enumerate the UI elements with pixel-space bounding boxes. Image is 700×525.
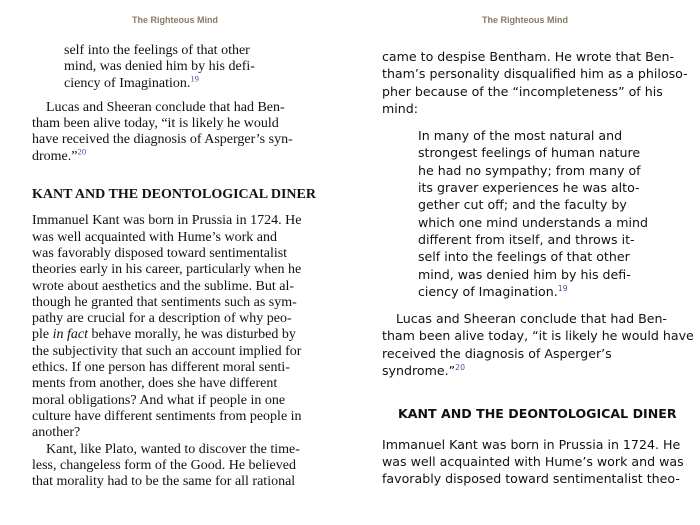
paragraph: [382, 310, 694, 379]
paragraph-line: wrote about aesthetics and the sublime. But al-: [32, 278, 295, 294]
paragraph-text: Lucas and Sheeran conclude that had Ben-: [396, 311, 667, 327]
paragraph: [32, 100, 322, 165]
paragraph-text: Kant, like Plato, wanted to discover the time-: [46, 441, 300, 457]
paragraph-line: moral obligations? And what if people in one: [32, 392, 286, 408]
quote-line: self into the feelings of that other: [418, 249, 630, 265]
page-body: [382, 48, 694, 488]
block-quote: [418, 127, 687, 300]
quote-line: its graver experiences he was alto-: [418, 180, 640, 196]
quote-line: mind, was denied him by his defi-: [418, 266, 631, 282]
footnote-ref-19[interactable]: 19: [557, 283, 568, 293]
footnote-ref-20[interactable]: 20: [77, 146, 87, 157]
block-quote: [64, 43, 322, 92]
running-head: The Righteous Mind: [482, 15, 568, 25]
quote-line-last: [64, 72, 322, 92]
paragraph: [382, 48, 687, 117]
paragraph-line: tham’s personality disqualified him as a philoso-: [382, 66, 688, 82]
paragraph-line: tham been alive today, “it is likely he would: [32, 116, 279, 132]
paragraph-text: ple: [32, 327, 53, 343]
paragraph-line-last: [382, 362, 687, 379]
quote-line: gether cut off; and the faculty by: [418, 197, 627, 213]
paragraph-line: pathy are crucial for a description of why peo-: [32, 311, 292, 327]
page-body: [32, 43, 322, 490]
paragraph-line: the subjectivity that such an account implied for: [32, 343, 302, 359]
paragraph-line: pher because of the “incompleteness” of his: [382, 83, 663, 99]
paragraph-line: mind:: [382, 100, 418, 116]
quote-line: self into the feelings of that other: [64, 43, 250, 58]
quote-line: In many of the most natural and: [418, 128, 623, 144]
paragraph-line: tham been alive today, “it is likely he would have: [382, 328, 694, 344]
paragraph-line: came to despise Bentham. He wrote that Ben-: [382, 49, 675, 64]
paragraph-line: though he granted that sentiments such as sym-: [32, 294, 297, 310]
paragraph-line: [32, 100, 322, 116]
paragraph-line: have received the diagnosis of Asperger’s syn-: [32, 132, 293, 148]
paragraph-line: [32, 327, 322, 343]
section-heading: KANT AND THE DEONTOLOGICAL DINER: [398, 406, 677, 422]
quote-line: strongest feelings of human nature: [418, 145, 641, 161]
paragraph: [382, 436, 687, 488]
paragraph-line: favorably disposed toward sentimentalist theo-: [382, 471, 680, 487]
running-head: The Righteous Mind: [132, 15, 218, 25]
paragraph-text: Lucas and Sheeran conclude that had Ben-: [46, 99, 285, 115]
paragraph-line: ethics. If one person has different moral senti-: [32, 360, 290, 376]
paragraph-line: [32, 442, 322, 458]
section-heading: KANT AND THE DEONTOLOGICAL DINER: [32, 187, 316, 203]
paragraph-line: less, changeless form of the Good. He believed: [32, 457, 296, 473]
paragraph-line: was well acquainted with Hume’s work and was: [382, 453, 684, 469]
paragraph-line: [382, 310, 687, 327]
paragraph: [32, 213, 322, 441]
paragraph-line: received the diagnosis of Asperger’s: [382, 345, 612, 361]
quote-line-last: [418, 283, 687, 300]
paragraph-line-last: [32, 146, 322, 165]
paragraph-line: was well acquainted with Hume’s work and: [32, 229, 277, 245]
paragraph-line: Immanuel Kant was born in Prussia in 1724. He: [32, 213, 302, 229]
paragraph-line: that morality had to be the same for all rational: [32, 474, 296, 490]
paragraph-line: theories early in his career, particularly when he: [32, 262, 302, 278]
emphasis-text: in fact: [52, 327, 88, 343]
footnote-ref-19[interactable]: 19: [190, 72, 200, 83]
paragraph-line: Immanuel Kant was born in Prussia in 1724. He: [382, 436, 681, 452]
paragraph-line: ments from another, does she have different: [32, 376, 278, 392]
right-page[interactable]: [350, 0, 700, 525]
quote-text: ciency of Imagination.: [64, 75, 191, 91]
paragraph-line: culture have different sentiments from people in: [32, 408, 302, 424]
quote-line: mind, was denied him by his defi-: [64, 59, 255, 75]
quote-line: different from itself, and throws it-: [418, 231, 635, 247]
quote-line: which one mind understands a mind: [418, 214, 648, 230]
paragraph-text: syndrome.”: [382, 363, 456, 379]
quote-line: he had no sympathy; from many of: [418, 162, 641, 178]
paragraph-line: was favorably disposed toward sentimentalist: [32, 245, 288, 261]
paragraph-text: drome.”: [32, 148, 78, 164]
paragraph-text: behave morally, he was disturbed by: [88, 327, 296, 343]
quote-text: ciency of Imagination.: [418, 283, 558, 299]
paragraph: [32, 442, 322, 491]
footnote-ref-20[interactable]: 20: [455, 362, 466, 372]
paragraph-line: another?: [32, 425, 81, 441]
